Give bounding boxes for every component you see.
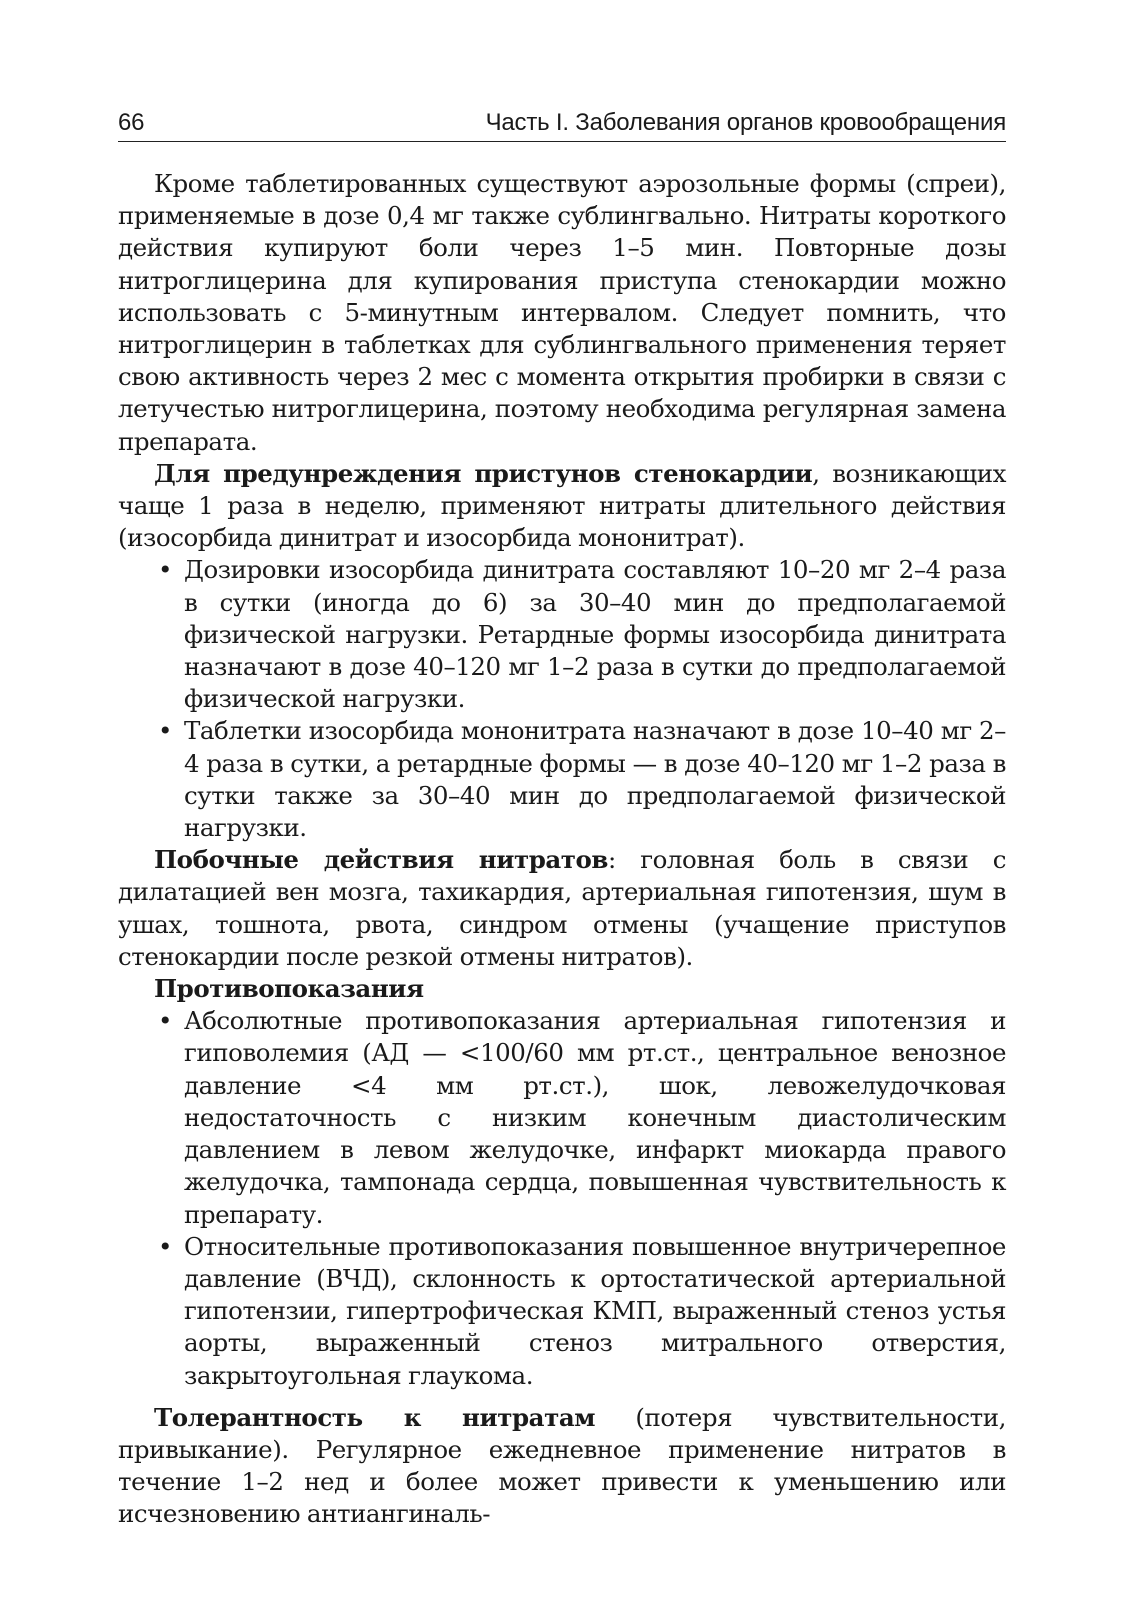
- paragraph-tolerance: [118, 1402, 1006, 1531]
- body-text: [118, 168, 1006, 1531]
- side-effects-lead: Побочные действия нитратов: [154, 845, 608, 875]
- tolerance-text: (потеря чувствительности, привыкание). Регулярное ежедневное применение нитратов в течение 1–2 нед и более может привести к уменьшению или исчезновению антиангиналь-: [118, 1402, 1006, 1529]
- list-item: [118, 715, 1006, 844]
- paragraph-prevention: [118, 458, 1006, 555]
- contraindications-list: [118, 1005, 1006, 1391]
- running-header: [118, 108, 1006, 142]
- list-item: [118, 554, 1006, 715]
- book-page: [118, 108, 1006, 1531]
- page-number: 66: [118, 109, 145, 136]
- list-item: [118, 1231, 1006, 1392]
- paragraph-side-effects: [118, 844, 1006, 973]
- list-item-text: Относительные противопоказания повышенное внутричерепное давление (ВЧД), склонность к ортостатической артериальной гипотензии, гипертрофическая КМП, выраженный стеноз устья аорты, выраженный стеноз митрального отверстия, закрытоугольная глаукома.: [184, 1231, 1006, 1390]
- bullet-icon: •: [157, 555, 172, 585]
- prevention-text: , возникающих чаще 1 раза в неделю, применяют нитраты длительного действия (изосорбида динитрат и изосорбида мононитрат).: [118, 458, 1006, 553]
- bullet-icon: •: [157, 1006, 172, 1036]
- bullet-icon: •: [157, 1231, 172, 1261]
- paragraph-sprays: Кроме таблетированных существуют аэрозольные формы (спреи), применяемые в дозе 0,4 мг также сублингвально. Нитраты короткого действия купируют боли через 1–5 мин. Повторные дозы нитроглицерина для купирования приступа стенокардии можно использовать с 5-минутным интервалом. Следует помнить, что нитроглицерин в таблетках для сублингвального применения теряет свою активность через 2 мес с момента открытия пробирки в связи с летучестью нитроглицерина, поэтому необходима регулярная замена препарата.: [118, 169, 1006, 456]
- list-item-text: Таблетки изосорбида мононитрата назначают в дозе 10–40 мг 2–4 раза в сутки, а ретардные формы — в дозе 40–120 мг 1–2 раза в сутки также за 30–40 мин до предполагаемой физической нагрузки.: [184, 716, 1006, 843]
- tolerance-lead: Толерантность к нитратам: [154, 1402, 596, 1432]
- bullet-icon: •: [157, 716, 172, 746]
- running-title: Часть I. Заболевания органов кровообращения: [485, 109, 1006, 136]
- prevention-list: [118, 554, 1006, 844]
- side-effects-text: : головная боль в связи с дилатацией вен мозга, тахикардия, артериальная гипотензия, шум в ушах, тошнота, рвота, синдром отмены (учащение приступов стенокардии после резкой отмены нитратов).: [118, 845, 1006, 971]
- list-item-text: Дозировки изосорбида динитрата составляют 10–20 мг 2–4 раза в сутки (иногда до 6) за 30–40 мин до предполагаемой физической нагрузки. Ретардные формы изосорбида динитрата назначают в дозе 40–120 мг 1–2 раза в сутки до предполагаемой физической нагрузки.: [184, 555, 1006, 714]
- list-item-text: Абсолютные противопоказания артериальная гипотензия и гиповолемия (АД — <100/60 мм рт.ст., центральное венозное давление <4 мм рт.ст.), шок, левожелудочковая недостаточность с низким конечным диастолическим давлением в левом желудочке, инфаркт миокарда правого желудочка, тампонада сердца, повышенная чувствительность к препарату.: [184, 1006, 1006, 1229]
- contraindications-heading: Противопоказания: [154, 974, 424, 1004]
- list-item: [118, 1005, 1006, 1230]
- prevention-lead: Для предунреждения пристунов стенокардии: [154, 458, 813, 488]
